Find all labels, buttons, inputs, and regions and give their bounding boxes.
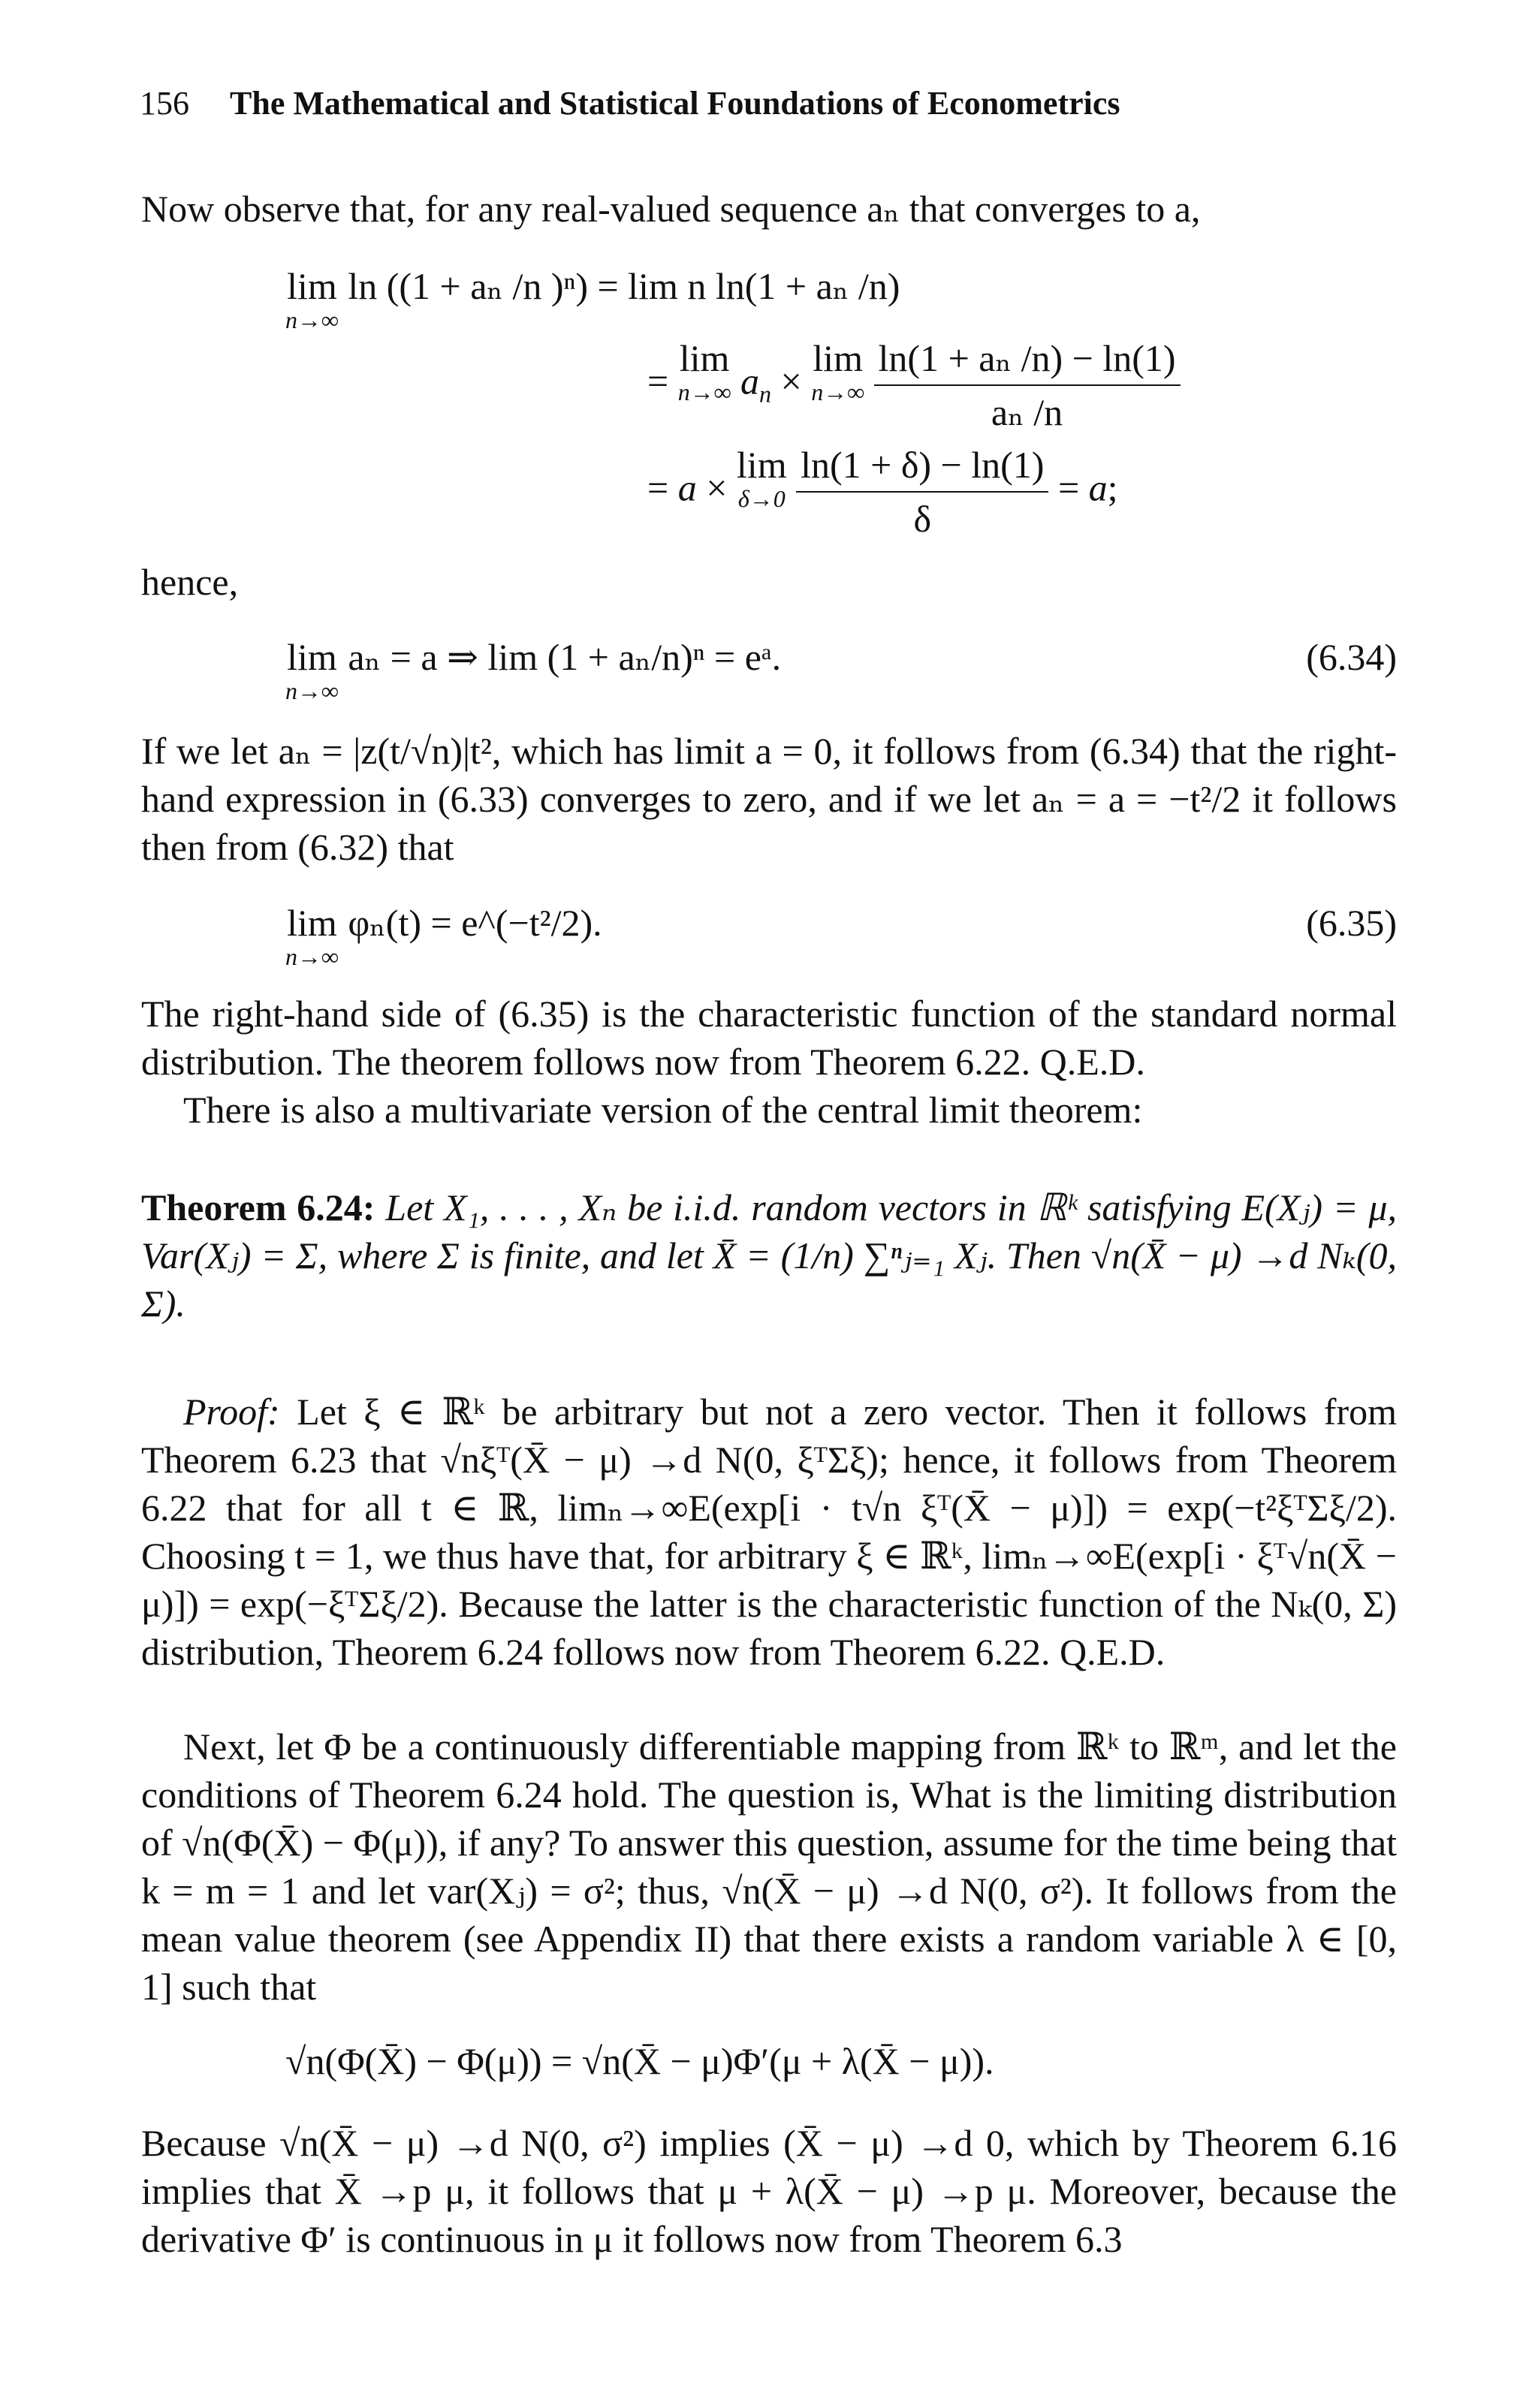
theorem-label: Theorem 6.24: (141, 1186, 375, 1228)
eq634-body: aₙ = a ⇒ lim (1 + aₙ/n)ⁿ = eᵃ. (348, 636, 782, 678)
paragraph-intro: Now observe that, for any real-valued sequence aₙ that converges to a, (141, 188, 1201, 230)
proof-body: Let ξ ∈ ℝᵏ be arbitrary but not a zero vector. Then it follows from Theorem 6.23 that √nξᵀ(X̄ − μ) →d N(0, ξᵀΣξ); hence, it follows from Theorem 6.22 that for all t ∈ ℝ, limₙ→∞E(exp[i · t√n ξᵀ(X̄ − μ)]) = exp(−t²ξᵀΣξ/2). Choosing t = 1, we thus have that, for arbitrary ξ ∈ ℝᵏ, limₙ→∞E(exp[i · ξᵀ√n(X̄ − μ)]) = exp(−ξᵀΣξ/2). Because the latter is the characteristic function of the Nₖ(0, Σ) distribution, Theorem 6.24 follows now from Theorem 6.22. Q.E.D. (141, 1391, 1397, 1673)
hence-label: hence, (141, 561, 239, 603)
running-header (140, 84, 1120, 122)
theorem-6-24 (141, 1183, 1397, 1328)
paragraph-next-let-phi: Next, let Φ be a continuously differentiable mapping from ℝᵏ to ℝᵐ, and let the conditions of Theorem 6.24 hold. The question is, What is the limiting distribution of √n(Φ(X̄) − Φ(μ)), if any? To answer this question, assume for the time being that k = m = 1 and let var(Xⱼ) = σ²; thus, √n(X̄ − μ) →d N(0, σ²). It follows from the mean value theorem (see Appendix II) that there exists a random variable λ ∈ [0, 1] such that (141, 1725, 1397, 2008)
book-title: The Mathematical and Statistical Foundations of Econometrics (230, 85, 1120, 122)
page-number: 156 (140, 85, 189, 122)
equation-number-6-34: (6.34) (1306, 636, 1397, 678)
equation-limit-line3: = a × lim δ→0 $\frac{\ln(1 + \delta) - \ln(1)}{\delta}$ = a; (647, 444, 1118, 540)
eq1-line1: = lim n ln(1 + aₙ /n) (597, 265, 900, 307)
theorem-body: Let X₁, . . . , Xₙ be i.i.d. random vectors in ℝᵏ satisfying E(Xⱼ) = μ, Var(Xⱼ) = Σ, where Σ is finite, and let X̄ = (1/n) ∑ⁿⱼ₌₁ Xⱼ. Then √n(X̄ − μ) →d Nₖ(0, Σ). (141, 1186, 1398, 1325)
equation-6-34: lim n→∞ aₙ = a ⇒ lim (1 + aₙ/n)ⁿ = eᵃ. (285, 636, 782, 704)
eq1-line3-denominator: δ (913, 498, 932, 540)
proof-label: Proof: (183, 1391, 280, 1433)
eq1-line2-denominator: aₙ /n (991, 391, 1063, 433)
equation-number-6-35: (6.35) (1306, 902, 1397, 944)
eq1-line3-numerator: ln(1 + δ) − ln(1) (796, 443, 1048, 493)
eq635-body: φₙ(t) = e^(−t²/2). (348, 902, 602, 944)
paragraph-multivariate: There is also a multivariate version of the central limit theorem: (183, 1089, 1143, 1131)
eq1-lhs: ln ((1 + aₙ /n )ⁿ) (348, 265, 588, 307)
proof-paragraph (141, 1388, 1397, 1676)
paragraph-right-hand-side: The right-hand side of (6.35) is the characteristic function of the standard normal distribution. The theorem follows now from Theorem 6.22. Q.E.D. (141, 993, 1397, 1083)
equation-6-35: lim n→∞ φₙ(t) = e^(−t²/2). (285, 902, 602, 970)
paragraph-because: Because √n(X̄ − μ) →d N(0, σ²) implies (X̄ − μ) →d 0, which by Theorem 6.16 implies that X̄ →p μ, it follows that μ + λ(X̄ − μ) →p μ. Moreover, because the derivative Φ′ is continuous in μ it follows now from Theorem 6.3 (141, 2122, 1397, 2260)
paragraph-let-an: If we let aₙ = |z(t/√n)|t², which has limit a = 0, it follows from (6.34) that the right-hand expression in (6.33) converges to zero, and if we let aₙ = a = −t²/2 it follows then from (6.32) that (141, 730, 1397, 868)
eq1-line2-numerator: ln(1 + aₙ /n) − ln(1) (874, 336, 1181, 386)
equation-limit-line1: lim n→∞ ln ((1 + aₙ /n )ⁿ) = lim n ln(1 + aₙ /n) (285, 265, 900, 333)
equation-mean-value: √n(Φ(X̄) − Φ(μ)) = √n(X̄ − μ)Φ′(μ + λ(X̄ − μ)). (285, 2040, 994, 2082)
equation-limit-line2: = lim n→∞ $a_n$ × lim n→∞ $\frac{\text{ln(1 + aₙ /n) − ln(1)}}{\text{aₙ /n}}$ (647, 336, 1181, 434)
